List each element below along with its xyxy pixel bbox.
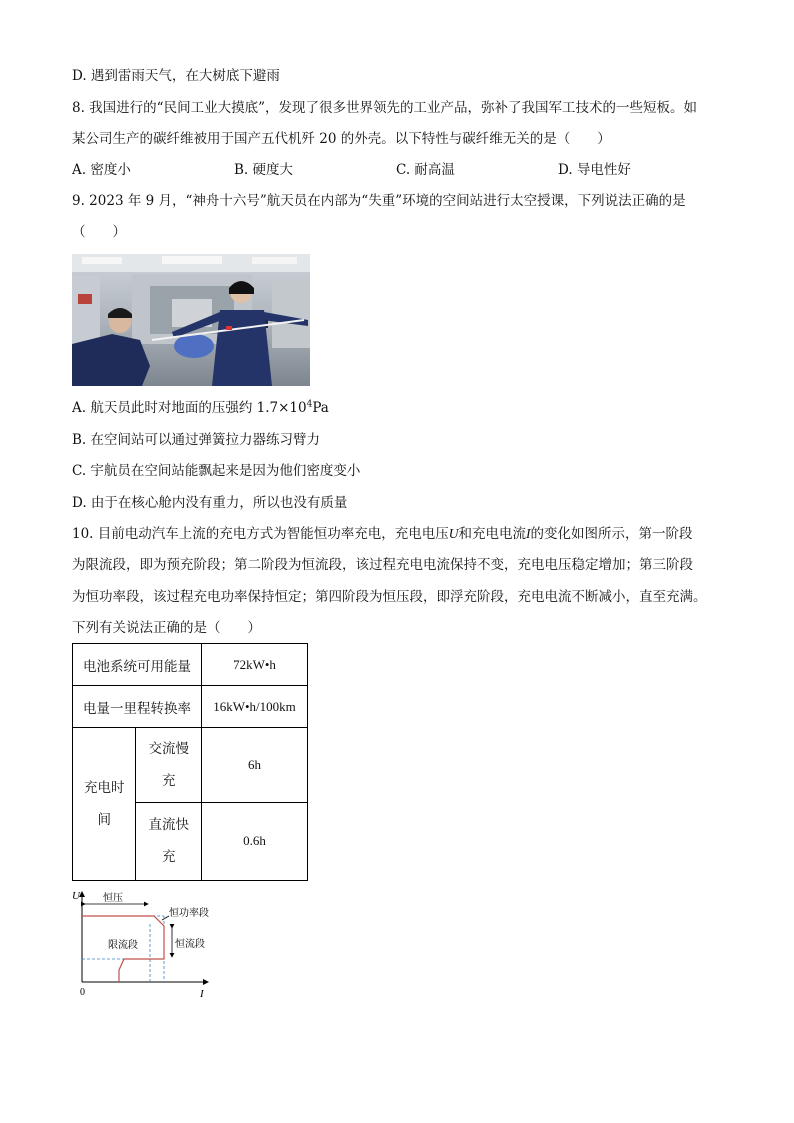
label-constant-voltage: 恒压 — [103, 893, 123, 904]
q9-option-a — [72, 398, 329, 418]
q10-stem-line4: 下列有关说法正确的是（ ） — [72, 620, 261, 636]
ac-line1: 交流慢 — [148, 741, 189, 757]
space-station-photo — [72, 254, 310, 386]
q7-option-d: D. 遇到雷雨天气，在大树底下避雨 — [72, 68, 280, 84]
label-constant-power: 恒功率段 — [169, 908, 209, 919]
table-cell-ac-value: 6h — [202, 728, 308, 802]
q8-stem-line2: 某公司生产的碳纤维被用于国产五代机歼 20 的外壳。以下特性与碳纤维无关的是（ ） — [72, 131, 611, 147]
q10-var-i: I — [526, 526, 531, 541]
table-row — [73, 644, 308, 686]
battery-spec-table — [72, 643, 308, 881]
axis-i-label: I — [200, 988, 204, 1000]
q10-var-u: U — [448, 526, 459, 541]
table-cell-conversion-label: 电量一里程转换率 — [73, 686, 202, 728]
ac-line2: 充 — [161, 773, 176, 789]
q8-option-d: D. 导电性好 — [558, 162, 631, 178]
q9-stem-line2: （ ） — [72, 224, 126, 240]
charge-time-line2: 间 — [97, 812, 111, 829]
q9-option-b: B. 在空间站可以通过弹簧拉力器练习臂力 — [72, 432, 321, 448]
table-cell-conversion-value: 16kW•h/100km — [202, 686, 308, 728]
charging-ui-graph — [68, 886, 228, 1004]
label-constant-current: 恒流段 — [175, 939, 205, 950]
q8-option-b: B. 硬度大 — [234, 162, 294, 178]
q9-option-a-text: A. 航天员此时对地面的压强约 1.7×10 — [72, 400, 307, 416]
q9-option-a-unit: Pa — [312, 400, 329, 416]
q9-option-c: C. 宇航员在空间站能飘起来是因为他们密度变小 — [72, 463, 361, 479]
q10-stem-line1-b: 和充电电流 — [458, 526, 527, 542]
q9-option-d: D. 由于在核心舱内没有重力，所以也没有质量 — [72, 495, 348, 511]
dc-line1: 直流快 — [148, 817, 189, 834]
table-cell-energy-value: 72kW•h — [202, 644, 308, 686]
q10-stem-line3: 为恒功率段，该过程充电功率保持恒定；第四阶段为恒压段，即浮充阶段，充电电流不断减小，直至充满。 — [72, 589, 707, 605]
table-cell-ac-label — [136, 728, 202, 802]
table-cell-energy-label: 电池系统可用能量 — [73, 644, 202, 686]
q10-stem-line1 — [72, 524, 693, 544]
table-row — [73, 686, 308, 728]
q8-option-c: C. 耐高温 — [396, 162, 455, 178]
origin-label: 0 — [80, 987, 85, 998]
q10-stem-line1-a: 10. 目前电动汽车上流的充电方式为智能恒功率充电，充电电压 — [72, 526, 449, 542]
table-row — [73, 728, 308, 802]
constant-power-pointer — [162, 916, 169, 920]
q10-stem-line1-c: 的变化如图所示，第一阶段 — [530, 526, 693, 542]
q8-stem-line1: 8. 我国进行的“民间工业大摸底”，发现了很多世界领先的工业产品，弥补了我国军工技术的一些短板。如 — [72, 100, 697, 116]
q9-stem-line1: 9. 2023 年 9 月，“神舟十六号”航天员在内部为“失重”环境的空间站进行太空授课，下列说法正确的是 — [72, 193, 686, 209]
q10-stem-line2: 为限流段，即为预充阶段；第二阶段为恒流段，该过程充电电流保持不变，充电电压稳定增加；第三阶段 — [72, 557, 693, 573]
label-current-limiting: 限流段 — [108, 940, 138, 951]
dc-line2: 充 — [161, 849, 176, 866]
q9-option-a-exponent: 4 — [306, 399, 313, 410]
table-cell-charge-time-label — [73, 728, 136, 881]
q8-option-a: A. 密度小 — [72, 162, 131, 178]
charge-time-line1: 充电时 — [83, 780, 125, 797]
table-cell-dc-value: 0.6h — [202, 802, 308, 880]
axis-u-label: U — [72, 890, 80, 902]
table-cell-dc-label — [136, 802, 202, 880]
